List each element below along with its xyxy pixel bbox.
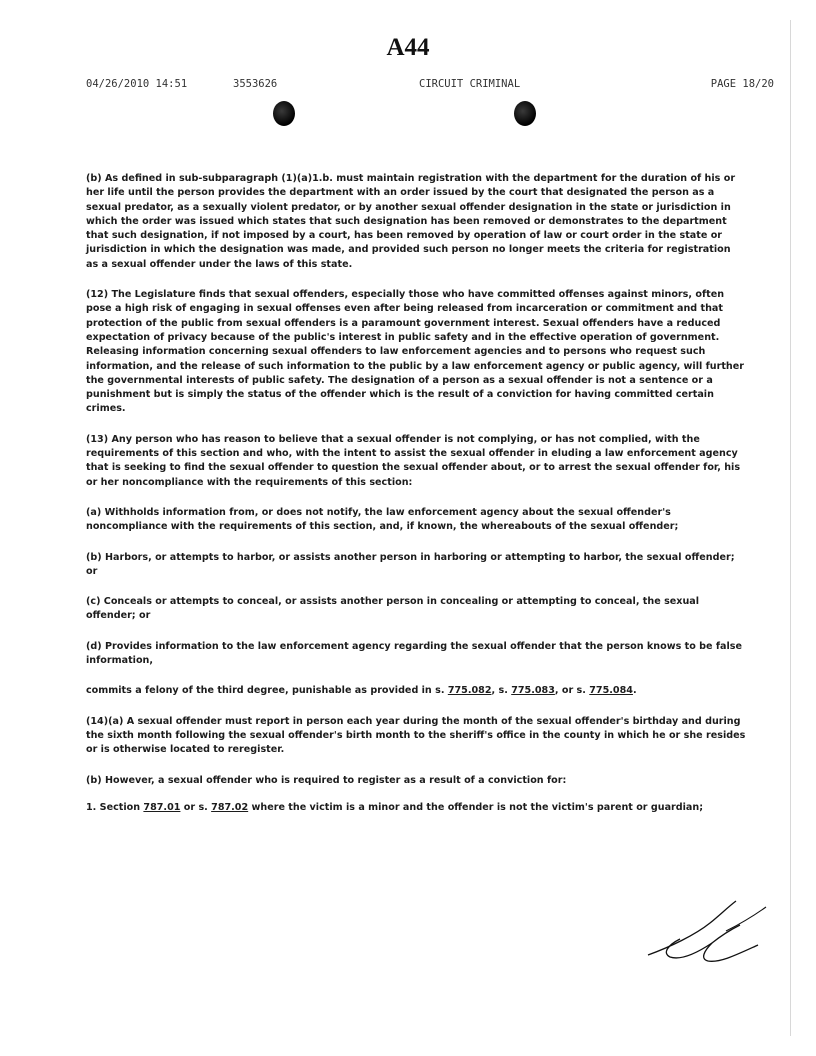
paragraph-13-noncompliance: (13) Any person who has reason to believe that a sexual offender is not complying, or has not complied, with the requirements of this section and who, with the intent to assist the sexual offender in eluding a law enforcement agency that is seeking to find the sexual offender to question the sexual offender about, or to arrest the sexual offender for, his or her noncompliance with the requirements of this section:	[86, 433, 741, 488]
statute-text	[86, 172, 746, 831]
item-1-prefix: 1. Section	[86, 801, 144, 813]
statute-link-775-083[interactable]: 775.083	[511, 685, 555, 697]
fax-number: 3553626	[233, 78, 278, 90]
paragraph-14a-annual-report: (14)(a) A sexual offender must report in person each year during the month of the sexual offender's birthday and during the sixth month following the sexual offender's birth month to the sheriff's office in the county in which he or she resides or is otherwise located to reregister.	[86, 715, 746, 756]
fax-department: CIRCUIT CRIMINAL	[419, 78, 521, 90]
paragraph-13a: (a) Withholds information from, or does not notify, the law enforcement agency about the sexual offender's noncompliance with the requirements of this section, and, if known, the whereabouts of the sexual offender;	[86, 506, 679, 533]
felony-text: commits a felony of the third degree, punishable as provided in s.	[86, 685, 448, 697]
handwritten-signature	[640, 895, 770, 970]
item-1-suffix: where the victim is a minor and the offender is not the victim's parent or guardian;	[248, 801, 704, 813]
paragraph-13b: (b) Harbors, or attempts to harbor, or assists another person in harboring or attempting to harbor, the sexual offender; or	[86, 551, 735, 577]
paragraph-14b-1	[86, 801, 746, 815]
paragraph-14b: (b) However, a sexual offender who is required to register as a result of a conviction for:	[86, 774, 567, 786]
punch-hole-left	[273, 101, 295, 126]
page-label: A44	[386, 34, 430, 61]
punch-hole-right	[514, 101, 536, 126]
statute-link-775-082[interactable]: 775.082	[447, 685, 492, 697]
paragraph-felony-penalty	[86, 684, 746, 698]
fax-date-time: 04/26/2010 14:51	[86, 78, 188, 90]
period-text: .	[632, 685, 637, 697]
paragraph-13c: (c) Conceals or attempts to conceal, or assists another person in concealing or attempting to conceal, the sexual offender; or	[86, 596, 700, 622]
paragraph-13d: (d) Provides information to the law enforcement agency regarding the sexual offender that the person knows to be false information,	[86, 640, 743, 667]
separator-text: , s.	[491, 685, 512, 697]
fax-page-number: PAGE 18/20	[710, 78, 774, 90]
paragraph-12-legislative-findings: (12) The Legislature finds that sexual offenders, especially those who have committed offenses against minors, often pose a high risk of engaging in sexual offenses even after being released from incarceration or commitment and that protection of the public from sexual offenders is a paramount government interest. Sexual offenders have a reduced expectation of privacy because of the public's interest in public safety and in the effective operation of government. Releasing information concerning sexual offenders to law enforcement agencies and to persons who request such information, and the release of such information to the public by a law enforcement agency or public agency, will further the governmental interests of public safety. The designation of a person as a sexual offender is not a sentence or a punishment but is simply the status of the offender which is the result of a conviction for having committed certain crimes.	[86, 289, 745, 415]
statute-link-787-02[interactable]: 787.02	[211, 801, 249, 813]
fax-header	[86, 78, 774, 94]
statute-link-787-01[interactable]: 787.01	[143, 801, 181, 813]
separator-text: , or s.	[554, 685, 590, 697]
statute-link-775-084[interactable]: 775.084	[589, 685, 633, 697]
paragraph-b-registration: (b) As defined in sub-subparagraph (1)(a)1.b. must maintain registration with the department for the duration of his or her life until the person provides the department with an order issued by the court that designated the person as a sexual predator, as a sexually violent predator, or by another sexual offender designation in the state or jurisdiction in which the order was issued which states that such designation has been removed or demonstrates to the department that such designation, if not imposed by a court, has been removed by operation of law or court order in the state or jurisdiction in which the designation was made, and provided such person no longer meets the criteria for registration as a sexual offender under the laws of this state.	[86, 173, 736, 270]
fax-margin-line	[790, 20, 791, 1036]
item-1-mid: or s.	[180, 801, 212, 813]
